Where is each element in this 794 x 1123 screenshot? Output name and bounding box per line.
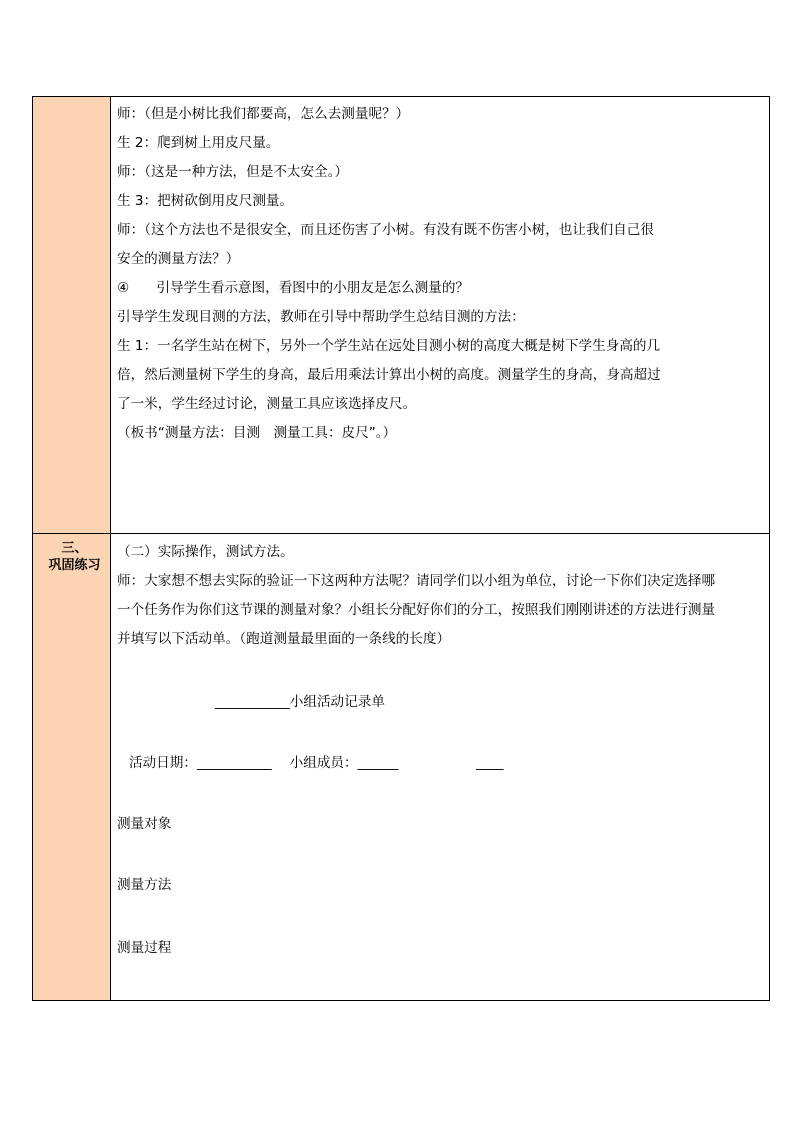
text-line: 生 1：一名学生站在树下，另外一个学生站在远处目测小树的高度大概是树下学生身高的几 (117, 338, 661, 354)
text-line: 生 2：爬到树上用皮尺量。 (117, 135, 280, 151)
text-line: （二）实际操作，测试方法。 (117, 544, 294, 560)
content-cell (111, 534, 770, 1001)
side-cell (33, 534, 111, 1001)
text-line: 倍，然后测量树下学生的身高，最后用乘法计算出小树的高度。测量学生的身高，身高超过 (117, 367, 661, 383)
section-number: 三、 (61, 541, 88, 556)
text-line: ④ 引导学生看示意图，看图中的小朋友是怎么测量的？ (117, 280, 470, 296)
content-cell (111, 97, 770, 534)
lesson-plan-table (32, 96, 770, 1001)
text-line: 了一米，学生经过讨论，测量工具应该选择皮尺。 (117, 396, 417, 412)
text-line: 师：大家想不想去实际的验证一下这两种方法呢？请同学们以小组为单位，讨论一下你们决定选择哪 (117, 573, 716, 589)
side-cell (33, 97, 111, 534)
text-line: 师：（但是小树比我们都要高，怎么去测量呢？） (117, 106, 410, 122)
record-item: 测量方法 (117, 877, 172, 893)
table-row (33, 534, 770, 1001)
dialogue-block (111, 97, 769, 448)
text-line: 引导学生发现目测的方法，教师在引导中帮助学生总结目测的方法： (117, 309, 525, 325)
record-sheet-fields: 活动日期：___________ 小组成员：______ ____ (129, 755, 504, 771)
text-line: 安全的测量方法？） (117, 251, 240, 267)
section-title: 巩固练习 (48, 558, 101, 573)
text-line: （板书“测量方法：目测 测量工具：皮尺”。） (117, 425, 397, 441)
practice-block (111, 534, 769, 963)
text-line: 一个任务作为你们这节课的测量对象？小组长分配好你们的分工，按照我们刚刚讲述的方法进行测量 (117, 602, 716, 618)
table-row (33, 97, 770, 534)
record-item: 测量过程 (117, 940, 172, 956)
text-line: 并填写以下活动单。（跑道测量最里面的一条线的长度） (117, 631, 451, 647)
text-line: 师：（这是一种方法，但是不太安全。） (117, 164, 349, 180)
text-line: 师：（这个方法也不是很安全，而且还伤害了小树。有没有既不伤害小树，也让我们自己很 (117, 222, 654, 238)
record-item: 测量对象 (117, 816, 172, 832)
record-sheet-title: ___________小组活动记录单 (215, 694, 385, 710)
text-line: 生 3：把树砍倒用皮尺测量。 (117, 193, 294, 209)
section-label (33, 534, 110, 574)
